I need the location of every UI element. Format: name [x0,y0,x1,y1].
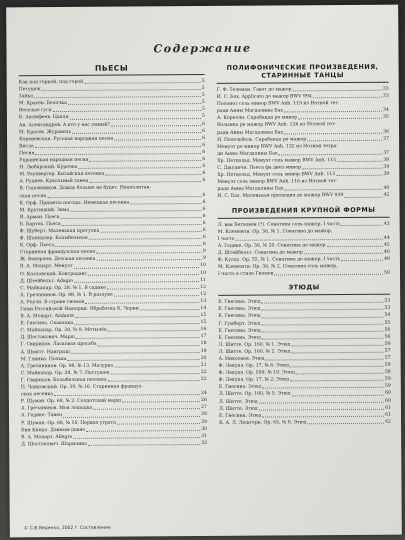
entry-title: А. Гречанинов. Ор. 98, № 13. Мазурка [20,363,114,370]
page-number: 13 [200,298,207,304]
divider [218,294,390,296]
entry-title: В. Сапожников. Дождь больше не будет. Неаполитан- [19,185,152,192]
entry-title: Кореневская. Русская народная песня [19,136,114,143]
copyright-note: © С.В.Веденко, 2002 г. Составление [23,525,111,532]
dot-leader [290,380,384,382]
entry-title: А. Корелли. Сарабанда ре минор [216,115,298,122]
dot-leader [47,196,201,198]
entry-title: Е. Гнесина. Этюд [218,335,261,341]
page-number: 54 [384,313,391,319]
entry-title: А. Николаев. Этюд [218,356,265,362]
page-number: 55 [384,320,391,326]
etudes-list [218,298,391,427]
dot-leader [262,387,384,389]
page-number: 60 [385,398,391,404]
dot-leader [108,330,200,332]
entry-title: И. Пахельбель. Сарабанда ре мажор [217,136,307,143]
entry-title: А. Роули. В стране гномов [20,299,85,306]
dot-leader [261,323,383,325]
entry-title: Г. Ф. Телеман. Гавот до мажор [216,87,292,93]
dot-leader [304,253,383,255]
page-number: 33 [382,86,389,92]
entry-title: Г. Свиридов. Ласковая просьба [20,342,97,348]
entry-title: К. Орф. Приметы погоды. Немецкая песенка [19,200,130,206]
entry-title: Д. Штейбельт. Adagio [20,278,73,284]
dot-leader [69,118,201,120]
entry-title: Ф. Кулау. Ор. 55, № 1. Сонатина до мажор, I часть [217,257,341,263]
entry-title: Д. Шостакович. Марш [20,335,75,341]
dot-leader [140,309,200,310]
divider [218,216,390,218]
entry-title: М. Клементи. Ор. 36, № 1. Сонатина до мажор, [217,228,333,235]
page-number: 9 [202,256,206,262]
entry-title: ради Анны Магдалины Бах [217,186,284,193]
page-number: 6 [202,149,206,155]
page-number: 9 [202,249,206,255]
entry-title: М. Раухвергер. Китайская песенка [19,171,105,178]
dot-leader [42,89,201,91]
page-number: 6 [202,220,206,226]
dot-leader [88,444,200,446]
page-number: 21 [200,362,207,368]
dot-leader [284,189,382,191]
entry-title: Менуэт соль минор BWV Anh. 116 из Нотной тет- [217,179,338,186]
section-title-large-form: ПРОИЗВЕДЕНИЯ КРУПНОЙ ФОРМЫ [231,205,376,215]
page-number: 6 [202,206,206,212]
page-number: 22 [200,369,207,375]
pieces-list [19,78,208,448]
page-number: 6 [202,213,206,219]
page-number: 44 [383,235,390,241]
entry-title: Полонез соль минор BWV Anh. 119 из Нотной тет- [216,101,340,108]
entry-title: Гимн Российской Империи. Обработка К. Черни [20,306,139,313]
page-number: 12 [200,284,207,290]
dot-leader [93,408,200,410]
dot-leader [114,295,200,297]
dot-leader [98,345,200,347]
entry-title: Ф. Шуберт. Маленькая прогулка [19,228,100,235]
entry-title: Н. Любарский. Курочка [19,165,78,171]
page-number: 39 [383,164,390,170]
dot-leader [117,423,200,425]
entry-title: I часть в стиле Гномов [218,271,274,278]
entry-title: М. Крутицкий. Зима [19,207,70,213]
page-number: 6 [202,199,206,205]
entry-title: К. Орф. Пьеса [19,243,55,249]
entry-title: А. Шмитт. Наигрыш [20,349,70,355]
page-number: 60 [384,391,391,397]
dot-leader [327,246,383,247]
page-number: 17 [200,334,207,340]
entry-title: А. Гедике. Танец [20,413,63,419]
entry-title: Украинская народная песня [19,157,89,164]
page-number: 18 [200,341,207,347]
page-number: 43 [383,221,390,227]
page-number: 27 [201,405,207,411]
page-number: 6 [202,135,206,141]
dot-leader [68,359,200,361]
entry-title: Л. Шитте. Ор. 160, № 1. Этюд [218,342,291,348]
entry-title: Б. Барток. Пьеса [19,221,61,228]
entry-title: ская песенка [20,392,54,398]
dot-leader [55,245,202,247]
entry-title: Песня [19,151,35,157]
dot-leader [34,96,201,98]
toc-entry [219,419,391,427]
dot-leader [89,238,202,240]
dot-leader [72,132,201,134]
dot-leader [79,167,202,169]
dot-leader [114,366,200,368]
entry-title: Е. Гнесина. Этюд [218,413,262,419]
entry-title: И. С. Бах. Маленькая прелюдия до мажор BWV 939 [217,193,344,200]
entry-title: В. А. Моцарт. Andante [20,314,75,320]
entry-title: П. Чайковский. Ор. 39, № 16. Старинная француз- [20,384,143,391]
dot-leader [262,309,384,311]
page-number: 11 [200,277,207,283]
entry-title: Ф. Лекупэ. Ор. 599, № 19. Этюд [218,370,295,377]
entry-title: Л. Шитте. Ор. 160, № 5. Этюд [218,391,291,398]
page-number: 6 [202,164,206,170]
dot-leader [291,352,384,354]
large-form-list [218,220,390,278]
page-number: 37 [383,150,390,156]
page-number: 59 [384,384,391,390]
page-number: 61 [385,412,392,418]
entry-title: Г. Свиридов. Колыбельная песенка [20,377,107,384]
dot-leader [53,110,201,112]
page-number: 6 [202,178,206,184]
page-number: 6 [202,227,206,233]
page-number: 58 [384,362,391,368]
dot-leader [292,394,385,396]
section-title-pieces: ПЬЕСЫ [94,63,129,73]
entry-title: М. Красев. Белочка [18,101,67,107]
page-number: 5 [201,93,205,99]
page-number: 6 [202,157,206,163]
dot-leader [86,430,200,432]
page-number: 37 [383,136,390,142]
dot-leader [73,437,200,439]
dot-leader [291,345,384,347]
page-number: 36 [383,129,390,135]
dot-leader [262,330,384,332]
page-number: 10 [200,263,206,269]
page-number: 57 [384,348,391,354]
entry-title: Старинная французская песня [19,250,96,256]
entry-title: А. Гедике. Ор. 36, № 20. Сонатина до мажор [217,242,326,249]
page-number: 26 [201,398,207,404]
entry-title: Р. Шуман. Ор. 68, № 16. Первая утрата [21,420,116,426]
dot-leader [290,366,384,368]
entry-title: Бин Киндо. Давным-давно [21,427,86,433]
entry-title: Зайка [18,94,34,100]
dot-leader [308,423,385,425]
dot-leader [341,260,383,261]
page-number: 34 [383,107,389,114]
dot-leader [106,174,202,176]
page-number: 58 [384,369,391,375]
entry-title: Е. Гнесина. Этюд [218,314,261,320]
entry-title: Е. Гнесина. Этюд [218,328,261,334]
dot-leader [114,139,201,141]
entry-title: Ан. Александров. А кто у нас умный? [18,122,110,128]
entry-title: Висла [19,144,34,150]
entry-title: Б. Антюфеев. Цапля [18,115,69,121]
page-number: 57 [384,355,391,361]
page-number: 5 [201,86,205,92]
dot-leader [90,160,202,162]
entry-title: М. Глинка. Полька [20,356,67,362]
entry-title: С. Джудичи. Пьеса фа диез минор [217,165,302,171]
dot-leader [296,373,384,375]
entry-title: О. Козловский. Контраданс [20,271,88,277]
entry-title: В. А. Моцарт. Allegro [21,434,73,440]
page-number: 6 [202,142,206,148]
dot-leader [35,146,201,148]
page-number: 15 [200,313,207,319]
entry-title: В. А. Моцарт. Менуэт [19,264,73,270]
dot-leader [293,90,382,92]
page-number: 5 [201,100,205,106]
dot-leader [100,231,201,233]
page-number: 35 [383,115,389,121]
dot-leader [259,408,384,410]
dot-leader [61,217,202,219]
dot-leader [85,302,199,304]
dot-leader [302,168,382,170]
polyphonic-list [217,86,390,201]
dot-leader [259,401,384,403]
dot-leader [110,373,199,375]
entry-title: ская песня [19,193,47,199]
page-number: 6 [202,128,206,134]
dot-leader [337,161,382,162]
entry-title: Г. Гумберт. Этюд [218,321,261,327]
entry-title: Л. Шитте. Ор. 160, № 2. Этюд [218,349,291,355]
dot-leader [108,380,200,382]
page-number: 59 [384,376,391,383]
page-number: 53 [384,306,391,312]
dot-leader [75,316,199,318]
entry-title: Л. Шитте. Этюд [218,399,258,405]
dot-leader [279,154,383,156]
dot-leader [262,302,384,304]
page-number: 46 [383,249,390,255]
dot-leader [76,338,200,340]
dot-leader [344,196,382,197]
section-title-etudes: ЭТЮДЫ [288,283,320,292]
dot-leader [307,140,382,142]
page-number: 40 [383,186,390,192]
dot-leader [262,416,384,418]
dot-leader [74,267,200,269]
entry-title: Я. Арман. Пьеса [19,214,60,221]
page-number: 5 [201,78,205,85]
entry-title: Менуэт ре минор BWV Anh. 132 из Нотной тетра- [217,143,338,150]
page-number: 32 [201,440,208,446]
dot-leader [262,338,384,340]
page-number: 39 [383,171,390,177]
entry-title: Е. Гнесина. Этюд [218,299,261,306]
dot-leader [107,288,199,290]
dot-leader [284,132,382,134]
page-number: 45 [383,242,390,248]
entry-title: Д. Штейбельт. Сонатина до мажор [217,250,303,256]
entry-title: ради Анны Магдалины Бах [216,108,283,115]
dot-leader [54,394,200,396]
page-number: 15 [200,320,207,326]
page-number: 19 [200,348,207,354]
entry-title: Ф. Лекупэ. Ор. 17, № 2. Этюд [218,377,290,384]
pieces-column [19,64,208,448]
entry-title: Л. ван Бетховен (?). Сонатина соль мажор, I часть [217,221,341,228]
page-number: 20 [200,355,207,361]
entry-title: М. Красев. Журавель [19,129,71,135]
dot-leader [341,224,383,225]
entry-title: ди Анны Магдалины Бах [217,151,278,157]
page-number: 28 [201,412,208,418]
book-page [6,5,402,538]
divider [19,74,205,76]
dot-leader [130,203,201,204]
dot-leader [35,153,201,155]
page-number: 42 [383,193,390,199]
entry-title: Е. Гнесина. Этюд [218,384,262,391]
page-number: 62 [385,419,392,425]
dot-leader [63,416,200,418]
dot-leader [298,118,382,120]
page-number: 6 [202,171,206,177]
entry-title: Хр. Петцольд. Менуэт соль мажор BWV Anh. 115 [217,158,337,164]
entry-title: Р. Шуман. Ор. 68, № 2. Солдатский марш [20,398,122,405]
page-number: 56 [384,334,391,340]
entry-title: А. Гречанинов. Моя лошадка [20,406,93,412]
dot-leader [62,224,202,226]
dot-leader [74,323,199,325]
entry-title: А. Гречанинов. Ор. 98, № 1. В разлуке [20,292,113,299]
page-number: 56 [384,341,391,347]
page-number: 38 [383,157,390,163]
page-number: 6 [202,235,206,241]
entry-title: Хр. Петцольд. Менуэт соль минор BWV Anh. 115 [217,172,336,179]
dot-leader [71,352,200,354]
toc-entry [21,440,207,448]
page-number: 24 [200,391,207,397]
entry-title: ради Анны Магдалины Бах [217,130,284,136]
divider [217,82,389,84]
dot-leader [274,274,383,276]
dot-leader [88,274,199,276]
section-title-polyphonic-2: СТАРИННЫЕ ТАНЦЫ [261,71,344,80]
entry-title: Ж. Векерлен. Детская песенка [19,257,96,263]
page-number: 6 [202,121,205,127]
entry-title: Веселые гуси [18,108,52,114]
dot-leader [89,181,201,183]
page-number: 31 [201,433,208,439]
dot-leader [96,252,202,254]
page-number: 22 [200,376,207,382]
entry-title: И. С. Бах. Applicato до мажор BWV 994 [216,94,312,101]
page-number: 56 [384,327,391,333]
page-number: 29 [201,419,208,425]
page-number: 10 [200,270,207,276]
page-number: 6 [202,192,206,198]
page-number: 33 [382,93,389,99]
entry-title: Л. Шитте. Этюд [218,406,258,412]
dot-leader [235,239,382,241]
entry-title: Е. Гнесина. Скакалка [20,321,74,327]
dot-leader [111,125,201,127]
entry-title: А. Руднев. Кукольный танец [19,179,89,185]
entry-title: М. Клементи. Ор. 36, № 2. Сонатина соль мажор, [217,264,338,270]
page-number: 5 [201,114,205,120]
page-number: 16 [200,327,207,333]
entry-title: К. А. Л. Лешгорн. Ор. 65, № 8. Этюд [219,420,307,426]
dot-leader [262,316,384,318]
page-number: 61 [385,405,391,411]
entry-title: Ф. Лекупэ. Ор. 17, № 6. Этюд [218,363,290,369]
entry-title: С. Майкапар. Ор. 28, № 8. Мотылёк [20,327,107,334]
entry-title: С. Майкапар. Ор. 28, № 1. В садике [20,285,107,292]
dot-leader [313,97,382,98]
section-title-polyphonic-1: ПОЛИФОНИЧЕСКИЕ ПРОИЗВЕДЕНИЯ, [226,62,379,72]
entry-title: I часть [217,236,235,242]
right-column [217,63,392,427]
page-number: 50 [384,270,391,276]
dot-leader [74,281,199,283]
page-number: 5 [201,107,205,113]
page-number: 12 [200,291,207,297]
dot-leader [284,111,382,113]
dot-leader [68,103,201,105]
page-number: 48 [384,256,390,262]
page-number: 53 [384,298,391,304]
dot-leader [336,175,382,176]
dot-leader [84,82,201,84]
dot-leader [265,359,383,361]
page-title: Содержание [153,41,252,56]
entry-title: Ф. Шпиндлер. Колыбельная [19,235,88,242]
dot-leader [70,210,202,212]
entry-title: Д. Шостакович. Шарманка [21,441,87,448]
dot-leader [97,259,202,261]
entry-title: С. Майкапар. Ор. 28, № 7. Пастушок [20,370,110,377]
page-number: 8 [202,242,206,248]
dot-leader [122,401,200,403]
entry-title: Как под горкой, под горой [18,79,84,86]
entry-title: Петушок [18,87,41,93]
entry-title: Е. Гнесина. Этюд [218,306,261,313]
page-number: 30 [201,426,208,432]
page-number: 14 [200,305,207,312]
entry-title: Волынка ре мажор BWV Anh. 126 из Нотной тет- [216,122,336,129]
